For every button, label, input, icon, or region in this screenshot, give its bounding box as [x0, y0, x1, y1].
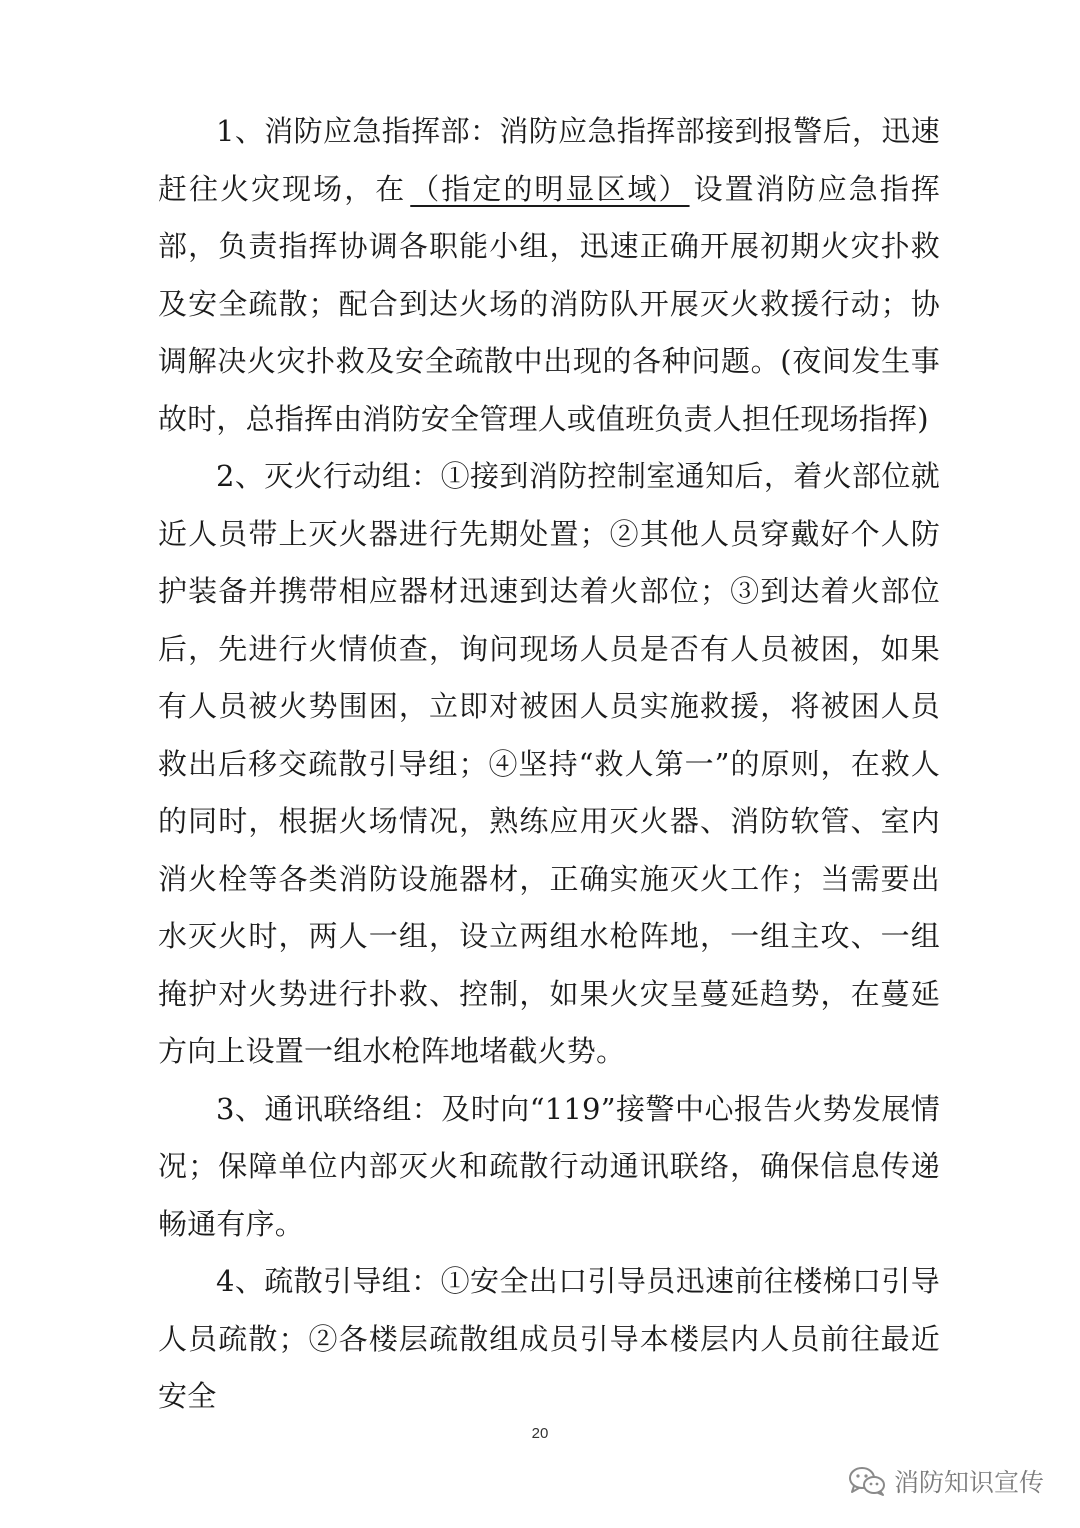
paragraph-command-center: [158, 103, 940, 448]
paragraph-firefighting-group: 2、灭火行动组：①接到消防控制室通知后，着火部位就近人员带上灭火器进行先期处置；②其他人员穿戴好个人防护装备并携带相应器材迅速到达着火部位；③到达着火部位后，先进行火情侦查，询问现场人员是否有人员被困，如果有人员被火势围困，立即对被困人员实施救援，将被困人员救出后移交疏散引导组；④坚持“救人第一”的原则，在救人的同时，根据火场情况，熟练应用灭火器、消防软管、室内消火栓等各类消防设施器材，正确实施灭火工作；当需要出水灭火时，两人一组，设立两组水枪阵地，一组主攻、一组掩护对火势进行扑救、控制，如果火灾呈蔓延趋势，在蔓延方向上设置一组水枪阵地堵截火势。: [158, 459, 940, 1068]
paragraph-evacuation-group: 4、疏散引导组：①安全出口引导员迅速前往楼梯口引导人员疏散；②各楼层疏散组成员引导本楼层内人员前往最近安全: [158, 1264, 940, 1413]
wechat-icon: [848, 1466, 886, 1496]
watermark: [848, 1463, 1044, 1499]
paragraph-communication-group: 3、通讯联络组：及时向“119”接警中心报告火势发展情况；保障单位内部灭火和疏散行动通讯联络，确保信息传递畅通有序。: [158, 1091, 940, 1241]
paragraph-1-tail: 设置消防应急指挥部，负责指挥协调各职能小组，迅速正确开展初期火灾扑救及安全疏散；配合到达火场的消防队开展灭火救援行动；协调解决火灾扑救及安全疏散中出现的各种问题。(夜间发生事故时，总指挥由消防安全管理人或值班负责人担任现场指挥): [158, 171, 940, 436]
page-number: 20: [531, 1425, 549, 1442]
designated-area-blank: （指定的明显区域）: [410, 171, 690, 206]
document-body: [158, 103, 940, 1426]
paragraph-1-lead: 1、消防应急指挥部：消防应急指挥部接到报警后，迅速赶往火灾现场，在: [158, 114, 940, 206]
watermark-text: 消防知识宣传: [893, 1468, 1044, 1497]
